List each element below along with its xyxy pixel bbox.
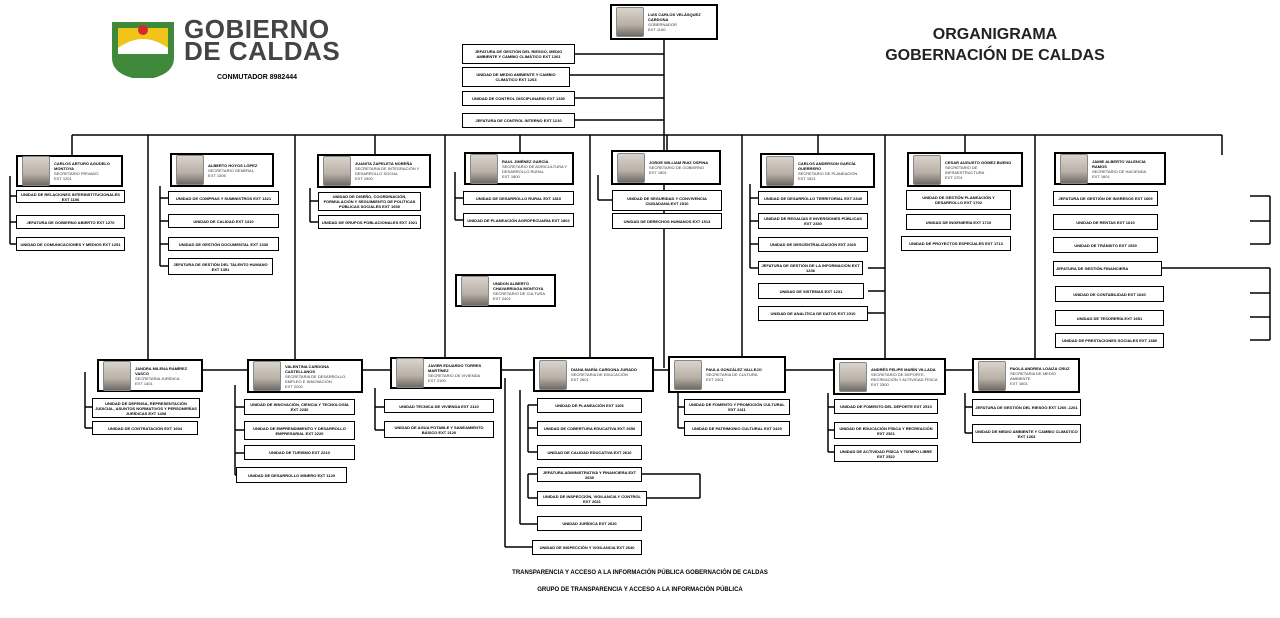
unit-juridica-educacion[interactable]: UNIDAD JURÍDICA EXT 2620	[537, 516, 642, 531]
secretary-photo	[766, 156, 794, 186]
logo-line-2: DE CALDAS	[184, 36, 341, 66]
secretary-ext: EXT 1701	[945, 174, 963, 180]
secretary-photo	[22, 156, 50, 186]
secretary-role: SECRETARIO DE VIVIENDA	[428, 373, 481, 378]
secretary-role: SECRETARIA DE EDUCACIÓN	[571, 372, 628, 377]
unit-control-interno[interactable]: JEFATURA DE CONTROL INTERNO EXT 1210	[462, 113, 575, 128]
secretary-gobierno-card[interactable]	[611, 150, 721, 185]
unit-seguridad[interactable]: UNIDAD DE SEGURIDAD Y CONVIVENCIA CIUDADANA EXT 1510	[612, 190, 722, 211]
secretary-name: CESAR AUGUSTO GÓMEZ BUENO	[945, 159, 1012, 165]
secretary-photo	[176, 155, 204, 185]
secretary-photo	[470, 154, 498, 184]
unit-talento-humano[interactable]: JEFATURA DE GESTIÓN DEL TALENTO HUMANO EXT 1351	[168, 258, 273, 275]
secretary-ext: EXT 1501	[649, 170, 667, 175]
unit-fomento-deporte[interactable]: UNIDAD DE FOMENTO DEL DEPORTE EXT 2510	[834, 399, 938, 414]
secretary-photo	[978, 361, 1006, 391]
unit-descentralizacion[interactable]: UNIDAD DE DESCENTRALIZACIÓN EXT 2320	[758, 237, 868, 252]
secretary-ext: EXT 2200	[285, 383, 303, 389]
unit-comunicaciones[interactable]: UNIDAD DE COMUNICACIONES Y MEDIOS EXT 1251	[16, 237, 125, 251]
secretary-photo	[674, 360, 702, 390]
unit-gestion-riesgo-ambiente[interactable]: JEFATURA DE GESTIÓN DEL RIESGO EXT 1260 -1261	[972, 399, 1081, 416]
secretary-role: SECRETARIA DE DESARROLLO, EMPLEO E INNOVACIÓN	[285, 373, 347, 384]
secretary-role: SECRETARIO GENERAL	[208, 167, 254, 173]
secretary-ext: EXT 1521	[798, 175, 816, 181]
secretary-planeacion-card[interactable]	[760, 153, 875, 188]
conmutador-label: CONMUTADOR 8982444	[217, 74, 298, 81]
secretary-name: UNIDON ALBERTO CHAVARRIAGA MONTOYA	[493, 280, 544, 291]
unit-politicas-sociales[interactable]: UNIDAD DE DISEÑO, COORDINACIÓN, FORMULACIÓN Y SEGUIMIENTO DE POLÍTICAS PÚBLICAS SOCIALES EXT 1930	[318, 192, 421, 211]
unit-derechos-humanos[interactable]: UNIDAD DE DERECHOS HUMANOS EXT 1513	[612, 213, 722, 229]
unit-relaciones[interactable]: UNIDAD DE RELACIONES INTERINSTITUCIONALES EXT 1106	[16, 190, 125, 203]
unit-defensa-judicial[interactable]: UNIDAD DE DEFENSA, REPRESENTACIÓN JUDICIAL, ASUNTOS NORMATIVOS Y PERSONERÍAS JURÍDICAS EXT 1408	[92, 398, 200, 418]
unit-gestion-ingresos[interactable]: JEFATURA DE GESTIÓN DE INGRESOS EXT 1609	[1053, 191, 1158, 206]
secretary-role: SECRETARIO PRIVADO	[54, 171, 99, 176]
secretary-photo	[913, 155, 941, 185]
secretary-role: SECRETARIA DE CULTURA	[706, 372, 758, 377]
secretary-desarrollo-card[interactable]	[247, 359, 363, 393]
secretary-name: JUANITA ZAPELETA NOREÑA	[355, 161, 413, 166]
secretary-role: SECRETARIO DE INFRAESTRUCTURA	[945, 164, 985, 175]
governor-card[interactable]	[610, 4, 718, 40]
secretary-ext: EXT 2100	[428, 378, 446, 383]
title-line-2: GOBERNACIÓN DE CALDAS	[885, 47, 1105, 64]
governor-name: LUIS CARLOS VELÁSQUEZ CARDONA	[648, 12, 701, 22]
secretary-role: SECRETARIO DE DEPORTE, RECREACIÓN Y ACTIVIDAD FÍSICA	[871, 371, 938, 382]
unit-ingenieria[interactable]: UNIDAD DE INGENIERÍA EXT 1710	[906, 214, 1011, 230]
unit-transito[interactable]: UNIDAD DE TRÁNSITO EXT 1530	[1053, 237, 1158, 253]
secretary-name: ANDRÉS FELIPE MARÍN VILLADA	[871, 366, 936, 372]
unit-actividad-fisica[interactable]: UNIDAD DE ACTIVIDAD FÍSICA Y TIEMPO LIBRE EXT 2522	[834, 445, 938, 462]
unit-medio-ambiente-top[interactable]: UNIDAD DE MEDIO AMBIENTE Y CAMBIO CLIMÁTICO EXT 1263	[462, 67, 570, 87]
secretary-ext: EXT 2401	[706, 377, 724, 382]
unit-calidad-educativa[interactable]: UNIDAD DE CALIDAD EDUCATIVA EXT 2610	[537, 445, 642, 460]
secretary-role: SECRETARIA JURÍDICA	[135, 375, 180, 381]
unit-regalias[interactable]: UNIDAD DE REGALÍAS E INVERSIONES PÚBLICAS EXT 2330	[758, 213, 868, 229]
unit-agua-potable[interactable]: UNIDAD DE AGUA POTABLE Y SANEAMIENTO BÁSICO EXT 2120	[384, 421, 494, 438]
unit-gobierno-abierto[interactable]: JEFATURA DE GOBIERNO ABIERTO EXT 1270	[16, 215, 125, 229]
unit-patrimonio-cultural[interactable]: UNIDAD DE PATRIMONIO CULTURAL EXT 2420	[684, 421, 790, 436]
secretary-photo	[1060, 154, 1088, 184]
secretary-name: DIANA MARÍA CARDONA JURADO	[571, 367, 637, 372]
unit-planeacion-educacion[interactable]: UNIDAD DE PLANEACIÓN EXT 1106	[537, 398, 642, 413]
secretary-name: CARLOS ANDERSON GARCÍA GUERRERO	[798, 160, 856, 171]
secretary-ext: EXT 1305	[208, 172, 226, 178]
unit-tesoreria[interactable]: UNIDAD DE TESORERÍA EXT 1651	[1055, 310, 1164, 326]
secretary-role: SECRETARIA DE MEDIO AMBIENTE	[1010, 370, 1056, 381]
secretary-ext: EXT 2500	[871, 381, 889, 387]
unit-proyectos-especiales[interactable]: UNIDAD DE PROYECTOS ESPECIALES EXT 1713	[901, 236, 1011, 251]
governor-ext: EXT 1100	[648, 27, 666, 32]
footer-line-1: TRANSPARENCIA Y ACCESO A LA INFORMACIÓN PÚBLICA GOBERNACIÓN DE CALDAS	[512, 570, 768, 576]
unit-cobertura-educativa[interactable]: UNIDAD DE COBERTURA EDUCATIVA EXT 2650	[537, 421, 642, 436]
unit-turismo[interactable]: UNIDAD DE TURISMO EXT 2210	[244, 445, 355, 460]
secretary-name: JAIME ALBERTO VALENCIA RAMOS	[1092, 158, 1146, 169]
unit-gestion-planeacion-desarrollo[interactable]: UNIDAD DE GESTIÓN PLANEACIÓN Y DESARROLLO EXT 1702	[906, 190, 1011, 210]
unit-inspeccion-control[interactable]: UNIDAD DE INSPECCIÓN, VIGILANCIA Y CONTROL EXT 2631	[537, 491, 647, 506]
secretary-role: SECRETARIA DE INTEGRACIÓN Y DESARROLLO SOCIAL	[355, 166, 420, 176]
secretary-role: SECRETARIO DE CULTURA	[493, 290, 546, 296]
unit-innovacion[interactable]: UNIDAD DE INNOVACIÓN, CIENCIA Y TECNOLOGÍA EXT 2230	[244, 399, 355, 415]
secretary-photo	[461, 276, 489, 306]
secretary-ext: EXT 1900	[355, 176, 373, 181]
title-line-1: ORGANIGRAMA	[932, 26, 1058, 43]
secretary-name: VALENTINA CARDONA CASTELLANOS	[285, 363, 329, 374]
secretary-cultura2-card[interactable]	[668, 356, 786, 393]
secretary-name: JORGE WILLIAM RUIZ OSPINA	[649, 160, 709, 165]
unit-grupos-poblacionales[interactable]: UNIDAD DE GRUPOS POBLACIONALES EXT 1921	[318, 215, 421, 229]
unit-gestion-financiera[interactable]: JEFATURA DE GESTIÓN FINANCIERA	[1053, 261, 1162, 276]
secretary-name: JAVIER EDUARDO TORRES MARTÍNEZ	[428, 363, 482, 373]
unit-calidad[interactable]: UNIDAD DE CALIDAD EXT 1310	[168, 214, 279, 228]
governor-photo	[616, 7, 644, 37]
secretary-ext: EXT 2601	[571, 377, 589, 382]
page-title	[880, 24, 1110, 66]
secretary-role: SECRETARIO DE GOBIERNO	[649, 165, 705, 170]
secretary-hacienda-card[interactable]	[1054, 152, 1166, 185]
secretary-infraestructura-card[interactable]	[907, 152, 1023, 187]
secretary-cultura-card[interactable]	[455, 274, 556, 307]
secretary-juridica-card[interactable]	[97, 359, 203, 392]
secretary-educacion-card[interactable]	[533, 357, 654, 392]
secretary-ext: EXT 1800	[502, 173, 520, 179]
secretary-ext: EXT 1601	[1010, 380, 1028, 386]
secretary-name: PAOLA ANDREA LOAIZA CRUZ	[1010, 365, 1070, 371]
secretary-name: RAUL JIMÉNEZ GARCÍA	[502, 158, 549, 164]
secretary-role: SECRETARIO DE AGRICULTURA Y DESARROLLO RURAL	[502, 163, 568, 174]
unit-prestaciones[interactable]: UNIDAD DE PRESTACIONES SOCIALES EXT 1380	[1055, 333, 1164, 348]
unit-contabilidad[interactable]: UNIDAD DE CONTABILIDAD EXT 1640	[1055, 286, 1164, 302]
secretary-photo	[396, 358, 424, 388]
secretary-vivienda-card[interactable]	[390, 357, 502, 389]
secretary-photo	[103, 361, 131, 391]
unit-educacion-fisica[interactable]: UNIDAD DE EDUCACIÓN FÍSICA Y RECREACIÓN EXT 2521	[834, 422, 938, 439]
unit-desarrollo-rural[interactable]: UNIDAD DE DESARROLLO RURAL EXT 1810	[463, 191, 574, 205]
secretary-privado-card[interactable]	[16, 155, 123, 187]
secretary-name: JANDRA MILENA RAMÍREZ VASCO	[135, 365, 188, 376]
unit-analitica-datos[interactable]: UNIDAD DE ANALÍTICA DE DATOS EXT 2310	[758, 306, 868, 321]
secretary-general-card[interactable]	[170, 153, 274, 187]
secretary-photo	[323, 156, 351, 186]
unit-control-disciplinario[interactable]: UNIDAD DE CONTROL DISCIPLINARIO EXT 1330	[462, 91, 575, 106]
unit-gestion-informacion[interactable]: JEFATURA DE GESTIÓN DE LA INFORMACIÓN EXT 1236	[758, 261, 863, 275]
logo-line-1: GOBIERNO	[184, 14, 330, 44]
unit-desarrollo-minero[interactable]: UNIDAD DE DESARROLLO MINERO EXT 1120	[236, 467, 347, 483]
unit-planeacion-agropecuaria[interactable]: UNIDAD DE PLANEACIÓN AGROPECUARIA EXT 1802	[463, 213, 574, 227]
secretary-ext: EXT 1201	[54, 176, 72, 181]
secretary-photo	[839, 362, 867, 392]
unit-compras[interactable]: UNIDAD DE COMPRAS Y SUMINISTROS EXT 1321	[168, 191, 279, 205]
secretary-ambiente-card[interactable]	[972, 358, 1080, 393]
secretary-name: PAULA GONZÁLEZ VALLEJO	[706, 367, 762, 372]
unit-emprendimiento[interactable]: UNIDAD DE EMPRENDIMIENTO Y DESARROLLO EMPRESARIAL EXT 2220	[244, 421, 355, 440]
secretary-photo	[617, 153, 645, 183]
footer-line-2: GRUPO DE TRANSPARENCIA Y ACCESO A LA INFORMACIÓN PÚBLICA	[537, 587, 743, 593]
secretary-ext: EXT 1601	[1092, 173, 1110, 179]
unit-fomento-cultural[interactable]: UNIDAD DE FOMENTO Y PROMOCIÓN CULTURAL EXT 2411	[684, 399, 790, 415]
unit-medio-ambiente[interactable]: UNIDAD DE MEDIO AMBIENTE Y CAMBIO CLIMÁTICO EXT 1263	[972, 424, 1081, 443]
secretary-deporte-card[interactable]	[833, 358, 946, 395]
governor-role: GOBERNADOR	[648, 22, 677, 27]
secretary-agricultura-card[interactable]	[464, 152, 574, 185]
unit-gestion-documental[interactable]: UNIDAD DE GESTIÓN DOCUMENTAL EXT 1330	[168, 237, 279, 251]
unit-desarrollo-territorial[interactable]: UNIDAD DE DESARROLLO TERRITORIAL EXT 2340	[758, 191, 868, 205]
secretary-role: SECRETARIO DE PLANEACIÓN	[798, 170, 858, 176]
unit-administrativa-financiera[interactable]: JEFATURA ADMINISTRATIVA Y FINANCIERA EXT 2630	[537, 467, 642, 482]
secretary-role: SECRETARIO DE HACIENDA	[1092, 168, 1147, 174]
secretary-photo	[539, 360, 567, 390]
secretary-name: CARLOS ARTURO AGUDELO MONTOYA	[54, 161, 110, 171]
secretary-ext: EXT 2401	[493, 295, 511, 301]
unit-sistemas[interactable]: UNIDAD DE SISTEMAS EXT 1231	[758, 283, 864, 299]
secretary-name: ALBERTO HOYOS LÓPEZ	[208, 162, 258, 168]
unit-contratacion[interactable]: UNIDAD DE CONTRATACIÓN EXT 1604	[92, 421, 198, 435]
logo-wordmark	[184, 14, 341, 66]
secretary-integracion-card[interactable]	[317, 154, 431, 188]
unit-rentas[interactable]: UNIDAD DE RENTAS EXT 1610	[1053, 214, 1158, 230]
unit-gestion-riesgo[interactable]: JEFATURA DE GESTIÓN DEL RIESGO, MEDIO AMBIENTE Y CAMBIO CLIMÁTICO EXT 1261	[462, 44, 575, 64]
unit-inspeccion-vigilancia[interactable]: UNIDAD DE INSPECCIÓN Y VIGILANCIA EXT 2640	[532, 540, 642, 555]
secretary-ext: EXT 1401	[135, 380, 153, 386]
unit-tecnica-vivienda[interactable]: UNIDAD TÉCNICA DE VIVIENDA EXT 2110	[384, 399, 494, 413]
secretary-photo	[253, 361, 281, 391]
